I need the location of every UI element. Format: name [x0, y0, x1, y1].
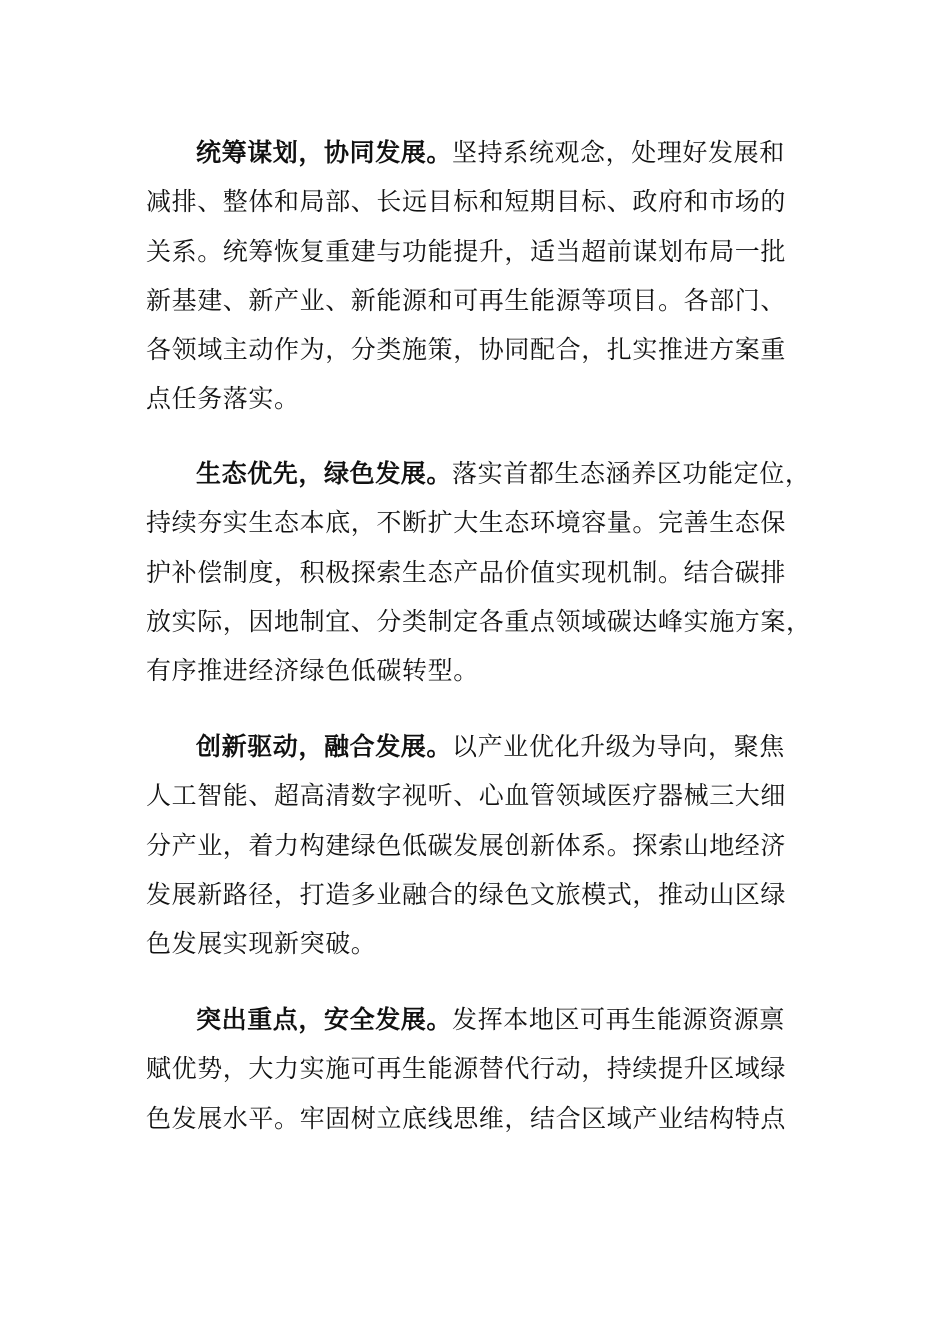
- paragraph-text: 发挥本地区可再生能源资源禀: [452, 1005, 785, 1034]
- paragraph-line: [146, 128, 796, 177]
- paragraph-lead-heading: 创新驱动，融合发展。: [196, 732, 453, 761]
- paragraph-lead-heading: 统筹谋划，协同发展。: [196, 138, 453, 167]
- paragraph-text: 以产业优化升级为导向，聚焦: [452, 732, 785, 761]
- paragraph-line: 点任务落实。: [146, 384, 300, 414]
- paragraph-line: 人工智能、超高清数字视听、心血管领域医疗器械三大细: [146, 781, 787, 811]
- paragraph-ecology-first: [146, 449, 812, 695]
- paragraph-line: 发展新路径，打造多业融合的绿色文旅模式，推动山区绿: [146, 879, 787, 909]
- paragraph-line: [146, 722, 796, 771]
- paragraph-line: 各领域主动作为，分类施策，协同配合，扎实推进方案重: [146, 335, 787, 365]
- paragraph-line: 放实际，因地制宜、分类制定各重点领域碳达峰实施方案，: [146, 606, 812, 636]
- paragraph-line: 赋优势，大力实施可再生能源替代行动，持续提升区域绿: [146, 1054, 787, 1084]
- paragraph-line: 分产业，着力构建绿色低碳发展创新体系。探索山地经济: [146, 830, 787, 860]
- paragraph-line: 有序推进经济绿色低碳转型。: [146, 656, 479, 686]
- paragraph-innovation-driven: [146, 722, 796, 968]
- paragraph-lead-heading: 生态优先，绿色发展。: [196, 459, 453, 488]
- paragraph-coordinated-planning: [146, 128, 796, 424]
- paragraph-line: 减排、整体和局部、长远目标和短期目标、政府和市场的: [146, 187, 787, 217]
- paragraph-line: 持续夯实生态本底，不断扩大生态环境容量。完善生态保: [146, 508, 787, 538]
- paragraph-lead-heading: 突出重点，安全发展。: [196, 1005, 453, 1034]
- paragraph-line: 新基建、新产业、新能源和可再生能源等项目。各部门、: [146, 285, 787, 315]
- paragraph-line: 护补偿制度，积极探索生态产品价值实现机制。结合碳排: [146, 557, 787, 587]
- paragraph-line: 色发展实现新突破。: [146, 929, 377, 959]
- paragraph-line: [146, 449, 811, 498]
- paragraph-key-priorities: [146, 995, 796, 1143]
- paragraph-line: 色发展水平。牢固树立底线思维，结合区域产业结构特点: [146, 1103, 787, 1133]
- paragraph-line: [146, 995, 796, 1044]
- paragraph-text: 落实首都生态涵养区功能定位，: [452, 459, 811, 488]
- paragraph-text: 坚持系统观念，处理好发展和: [452, 138, 785, 167]
- paragraph-line: 关系。统筹恢复重建与功能提升，适当超前谋划布局一批: [146, 236, 787, 266]
